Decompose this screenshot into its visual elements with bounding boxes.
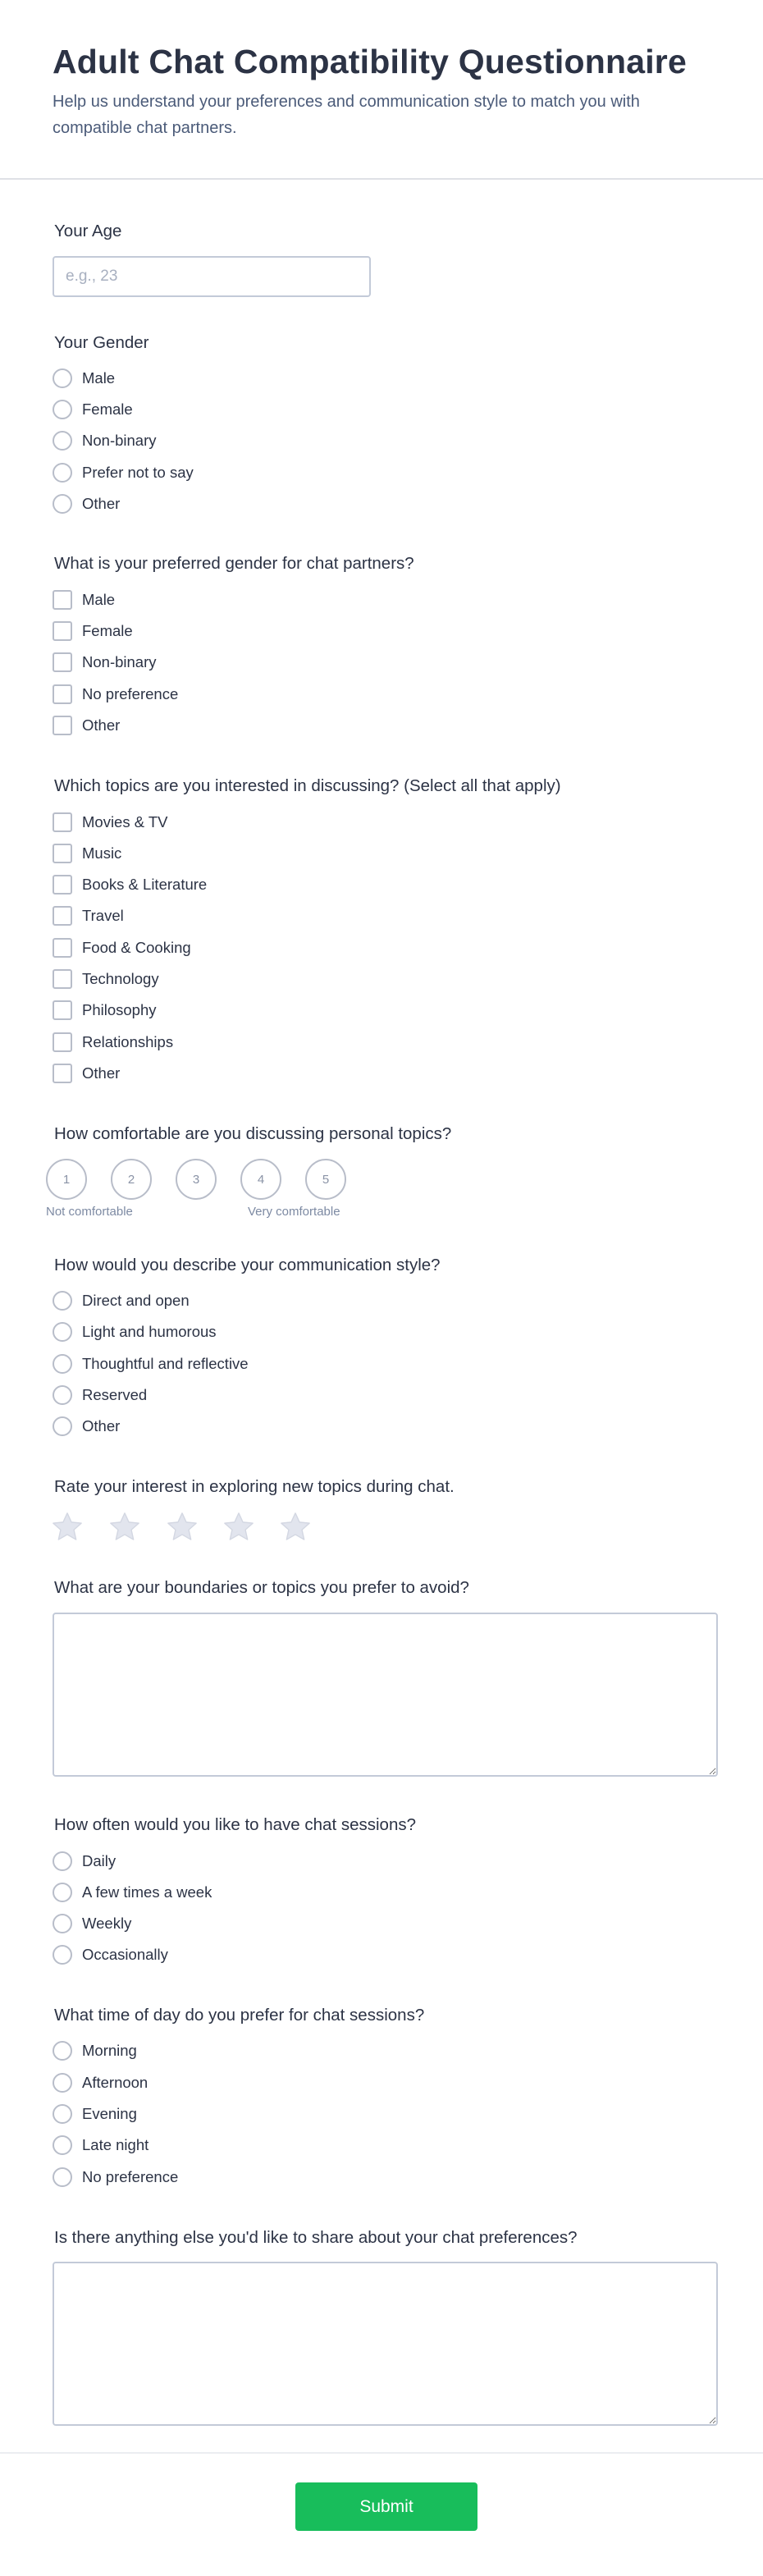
star-icon[interactable]: [49, 1510, 85, 1544]
option-label: No preference: [82, 685, 179, 702]
other-info-textarea[interactable]: [53, 2262, 718, 2426]
option-label: Other: [82, 1417, 121, 1434]
gender-option-non-binary[interactable]: [53, 429, 157, 452]
style-option-other[interactable]: [53, 1415, 120, 1438]
star-icon[interactable]: [277, 1510, 313, 1544]
radio-button[interactable]: [53, 368, 72, 388]
partner-gender-option-no-preference[interactable]: [53, 683, 178, 706]
style-option-direct[interactable]: [53, 1289, 190, 1312]
checkbox[interactable]: [53, 1032, 72, 1052]
option-label: Direct and open: [82, 1292, 190, 1309]
gender-option-other[interactable]: [53, 492, 120, 515]
topic-option-relationships[interactable]: [53, 1031, 173, 1054]
radio-button[interactable]: [53, 1322, 72, 1342]
frequency-question-label: How often would you like to have chat sessions?: [54, 1815, 417, 1834]
option-label: Other: [82, 495, 121, 512]
scale-option-4[interactable]: 4: [240, 1159, 281, 1200]
option-label: Weekly: [82, 1915, 132, 1932]
topic-option-travel[interactable]: [53, 904, 124, 927]
star-icon[interactable]: [221, 1510, 257, 1544]
option-label: Light and humorous: [82, 1323, 217, 1340]
radio-button[interactable]: [53, 2041, 72, 2061]
checkbox[interactable]: [53, 969, 72, 989]
checkbox[interactable]: [53, 716, 72, 735]
style-option-thoughtful[interactable]: [53, 1352, 249, 1375]
boundaries-textarea[interactable]: [53, 1613, 718, 1777]
time-option-evening[interactable]: [53, 2102, 137, 2125]
checkbox[interactable]: [53, 652, 72, 672]
scale-option-5[interactable]: 5: [305, 1159, 346, 1200]
option-label: Male: [82, 591, 116, 608]
radio-button[interactable]: [53, 431, 72, 451]
topic-option-technology[interactable]: [53, 968, 159, 991]
radio-button[interactable]: [53, 1945, 72, 1965]
frequency-option-few-times-week[interactable]: [53, 1881, 212, 1904]
option-label: Female: [82, 622, 133, 639]
option-label: Female: [82, 400, 133, 418]
radio-button[interactable]: [53, 2135, 72, 2155]
option-label: Other: [82, 716, 121, 734]
option-label: A few times a week: [82, 1883, 212, 1901]
option-label: Food & Cooking: [82, 939, 191, 956]
checkbox[interactable]: [53, 875, 72, 895]
topic-option-other[interactable]: [53, 1062, 120, 1085]
option-label: Male: [82, 369, 116, 387]
checkbox[interactable]: [53, 906, 72, 926]
option-label: Prefer not to say: [82, 464, 194, 481]
topics-question-label: Which topics are you interested in discussing? (Select all that apply): [54, 776, 561, 795]
partner-gender-option-female[interactable]: [53, 620, 133, 643]
option-label: Non-binary: [82, 653, 157, 670]
option-label: Reserved: [82, 1386, 148, 1403]
age-question-label: Your Age: [54, 222, 122, 240]
time-option-no-preference[interactable]: [53, 2166, 178, 2189]
option-label: Thoughtful and reflective: [82, 1355, 249, 1372]
radio-button[interactable]: [53, 2104, 72, 2124]
submit-button[interactable]: Submit: [295, 2482, 477, 2531]
page-title: Adult Chat Compatibility Questionnaire: [53, 43, 687, 80]
form-header: [0, 0, 763, 180]
option-label: Daily: [82, 1852, 117, 1869]
checkbox[interactable]: [53, 938, 72, 958]
scale-option-3[interactable]: 3: [176, 1159, 217, 1200]
radio-button[interactable]: [53, 1914, 72, 1933]
footer-divider: [0, 2452, 763, 2454]
topic-option-philosophy[interactable]: [53, 999, 157, 1022]
checkbox[interactable]: [53, 684, 72, 704]
age-input[interactable]: [53, 256, 371, 297]
radio-button[interactable]: [53, 2167, 72, 2187]
checkbox[interactable]: [53, 1000, 72, 1020]
topic-option-food-cooking[interactable]: [53, 936, 191, 959]
time-option-late-night[interactable]: [53, 2134, 148, 2157]
topic-option-movies-tv[interactable]: [53, 811, 168, 834]
checkbox[interactable]: [53, 844, 72, 863]
time-option-afternoon[interactable]: [53, 2071, 148, 2094]
boundaries-question-label: What are your boundaries or topics you prefer to avoid?: [54, 1578, 469, 1597]
radio-button[interactable]: [53, 463, 72, 483]
partner-gender-option-other[interactable]: [53, 714, 120, 737]
option-label: Travel: [82, 907, 124, 924]
option-label: Occasionally: [82, 1946, 168, 1963]
option-label: No preference: [82, 2168, 179, 2185]
time-question-label: What time of day do you prefer for chat sessions?: [54, 2006, 425, 2025]
option-label: Morning: [82, 2042, 137, 2059]
gender-option-male[interactable]: [53, 367, 115, 390]
other-info-question-label: Is there anything else you'd like to share about your chat preferences?: [54, 2228, 578, 2247]
style-option-light[interactable]: [53, 1320, 217, 1343]
checkbox[interactable]: [53, 590, 72, 610]
option-label: Late night: [82, 2136, 149, 2153]
radio-button[interactable]: [53, 1291, 72, 1311]
style-option-reserved[interactable]: [53, 1384, 147, 1407]
option-label: Afternoon: [82, 2074, 148, 2091]
partner-gender-question-label: What is your preferred gender for chat partners?: [54, 554, 414, 573]
comfort-question-label: How comfortable are you discussing personal topics?: [54, 1124, 452, 1143]
checkbox[interactable]: [53, 621, 72, 641]
option-label: Movies & TV: [82, 813, 168, 830]
checkbox[interactable]: [53, 1064, 72, 1083]
star-icon[interactable]: [164, 1510, 200, 1544]
style-question-label: How would you describe your communication style?: [54, 1256, 441, 1274]
gender-question-label: Your Gender: [54, 333, 149, 352]
topic-option-music[interactable]: [53, 842, 121, 865]
radio-button[interactable]: [53, 494, 72, 514]
gender-option-female[interactable]: [53, 398, 133, 421]
scale-max-label: Very comfortable: [248, 1205, 340, 1219]
scale-option-2[interactable]: 2: [111, 1159, 152, 1200]
frequency-option-occasionally[interactable]: [53, 1943, 168, 1966]
radio-button[interactable]: [53, 1354, 72, 1374]
page-subtitle: Help us understand your preferences and communication style to match you with compatible chat partners.: [53, 93, 640, 137]
option-label: Other: [82, 1064, 121, 1082]
radio-button[interactable]: [53, 1416, 72, 1436]
frequency-option-weekly[interactable]: [53, 1912, 131, 1935]
scale-option-1[interactable]: 1: [46, 1159, 87, 1200]
scale-min-label: Not comfortable: [46, 1205, 133, 1219]
partner-gender-option-non-binary[interactable]: [53, 651, 157, 674]
radio-button[interactable]: [53, 1385, 72, 1405]
option-label: Technology: [82, 970, 159, 987]
option-label: Music: [82, 844, 122, 862]
radio-button[interactable]: [53, 2073, 72, 2093]
option-label: Relationships: [82, 1033, 174, 1050]
gender-option-prefer-not-to-say[interactable]: [53, 461, 194, 484]
time-option-morning[interactable]: [53, 2039, 137, 2062]
option-label: Non-binary: [82, 432, 157, 449]
radio-button[interactable]: [53, 1883, 72, 1902]
checkbox[interactable]: [53, 812, 72, 832]
radio-button[interactable]: [53, 1851, 72, 1871]
rating-question-label: Rate your interest in exploring new topics during chat.: [54, 1477, 455, 1496]
frequency-option-daily[interactable]: [53, 1850, 116, 1873]
option-label: Philosophy: [82, 1001, 157, 1018]
radio-button[interactable]: [53, 400, 72, 419]
option-label: Evening: [82, 2105, 137, 2122]
partner-gender-option-male[interactable]: [53, 588, 115, 611]
option-label: Books & Literature: [82, 876, 208, 893]
star-icon[interactable]: [107, 1510, 143, 1544]
topic-option-books-literature[interactable]: [53, 873, 207, 896]
